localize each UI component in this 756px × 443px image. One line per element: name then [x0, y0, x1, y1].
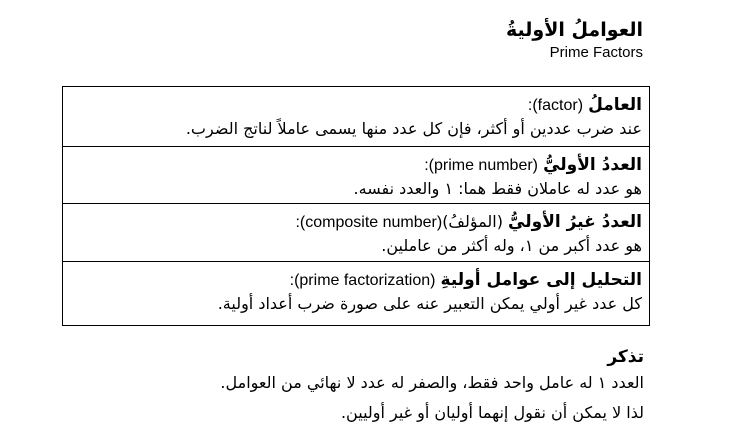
- definition-colon: :: [295, 214, 300, 231]
- definition-term-en: (factor): [532, 97, 584, 114]
- definition-text: هو عدد أكبر من ١، وله أكثر من عاملين.: [381, 236, 642, 255]
- definition-colon: :: [289, 272, 295, 289]
- definition-factor: [63, 87, 649, 146]
- definition-term-en: (composite number): [299, 214, 443, 231]
- definition-term-en: (prime number): [428, 157, 538, 174]
- definition-term-en: (prime factorization): [294, 272, 436, 289]
- definition-term-ar: التحليل إلى عوامل أوليةِ: [440, 270, 642, 290]
- remember-line: لذا لا يمكن أن نقول إنهما أوليان أو غير أوليين.: [340, 403, 644, 422]
- page-subtitle: Prime Factors: [549, 44, 643, 61]
- definition-term-line: [70, 210, 642, 234]
- remember-section: [62, 346, 644, 428]
- definition-colon: :: [527, 97, 533, 114]
- definition-text: كل عدد غير أولي يمكن التعبير عنه على صورة ضرب أعداد أولية.: [217, 294, 642, 313]
- definition-text: هو عدد له عاملان فقط هما: ١ والعدد نفسه.: [353, 179, 642, 198]
- definition-prime-factorization: [63, 261, 649, 325]
- remember-heading: تذكر: [607, 347, 644, 367]
- definition-term-line: [70, 268, 642, 292]
- definition-term-line: [70, 153, 642, 177]
- definition-composite-number: [63, 203, 649, 261]
- page-header: [343, 18, 643, 63]
- definition-colon: :: [424, 157, 429, 174]
- page-title: العواملُ الأوليةُ: [505, 19, 643, 41]
- definition-prime-number: [63, 146, 649, 203]
- definition-term-extra-ar: (المؤلفُ): [442, 212, 503, 231]
- definitions-box: [62, 86, 650, 326]
- definition-term-line: [70, 93, 642, 117]
- definition-text: عند ضرب عددين أو أكثر، فإن كل عدد منها يسمى عاملاً لناتج الضرب.: [185, 119, 642, 138]
- definition-term-ar: العاملُ: [588, 95, 642, 115]
- definition-term-ar: العددُ الأوليُّ: [543, 155, 642, 175]
- definition-term-ar: العددُ غيرُ الأوليُّ: [508, 212, 642, 232]
- remember-line: العدد ١ له عامل واحد فقط، والصفر له عدد لا نهائي من العوامل.: [220, 373, 644, 392]
